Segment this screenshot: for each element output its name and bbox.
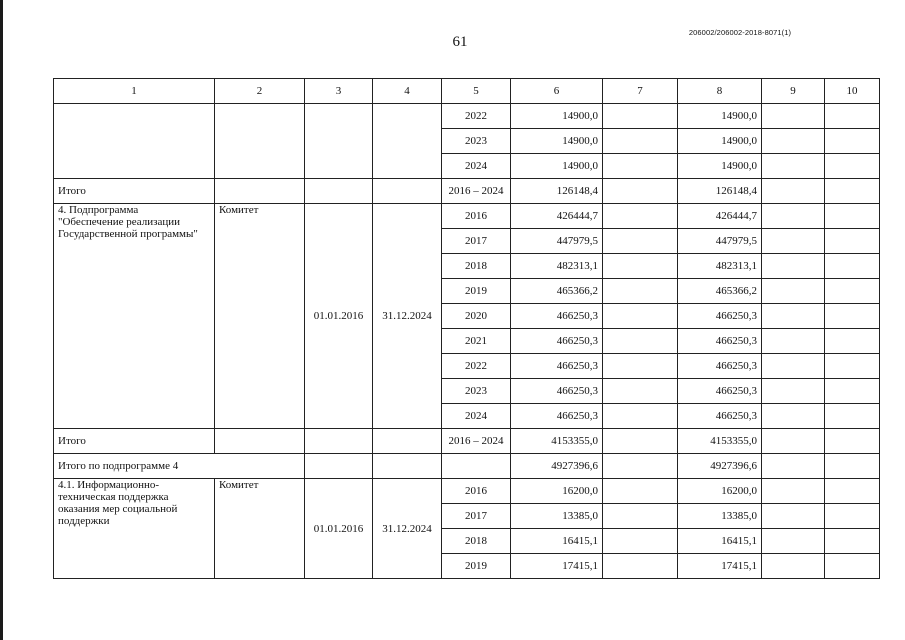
- amount-cell: 4153355,0: [511, 429, 603, 454]
- executor-cell: Комитет: [215, 479, 305, 579]
- empty-cell: [825, 179, 880, 204]
- total-label-cell: Итого: [54, 429, 215, 454]
- empty-cell: [762, 154, 825, 179]
- amount-cell: 14900,0: [511, 154, 603, 179]
- amount-cell: 466250,3: [511, 304, 603, 329]
- amount-cell: 465366,2: [678, 279, 762, 304]
- empty-cell: [762, 229, 825, 254]
- header-cell: 8: [678, 79, 762, 104]
- empty-cell: [825, 104, 880, 129]
- total-row: [54, 429, 880, 454]
- table-row: [54, 104, 880, 129]
- amount-cell: 14900,0: [678, 154, 762, 179]
- header-cell: 6: [511, 79, 603, 104]
- executor-cell: Комитет: [215, 204, 305, 429]
- empty-cell: [762, 304, 825, 329]
- header-cell: 5: [442, 79, 511, 104]
- amount-cell: 14900,0: [678, 129, 762, 154]
- empty-cell: [603, 304, 678, 329]
- empty-cell: [762, 429, 825, 454]
- empty-cell: [825, 379, 880, 404]
- empty-cell: [603, 179, 678, 204]
- period-cell: [442, 454, 511, 479]
- budget-table: [53, 78, 880, 579]
- empty-cell: [762, 404, 825, 429]
- year-cell: 2019: [442, 554, 511, 579]
- amount-cell: 466250,3: [511, 329, 603, 354]
- year-cell: 2017: [442, 229, 511, 254]
- empty-cell: [762, 104, 825, 129]
- empty-cell: [825, 404, 880, 429]
- empty-cell: [305, 429, 373, 454]
- empty-cell: [762, 354, 825, 379]
- year-cell: 2020: [442, 304, 511, 329]
- year-cell: 2016: [442, 479, 511, 504]
- total-row: [54, 179, 880, 204]
- empty-cell: [603, 379, 678, 404]
- total-label-cell: Итого по подпрограмме 4: [54, 454, 305, 479]
- empty-cell: [373, 429, 442, 454]
- amount-cell: 16200,0: [511, 479, 603, 504]
- empty-cell: [603, 479, 678, 504]
- header-cell: 10: [825, 79, 880, 104]
- empty-cell: [825, 154, 880, 179]
- empty-cell: [825, 479, 880, 504]
- empty-cell: [825, 504, 880, 529]
- empty-cell: [825, 354, 880, 379]
- amount-cell: 4927396,6: [678, 454, 762, 479]
- amount-cell: 466250,3: [678, 304, 762, 329]
- amount-cell: 16200,0: [678, 479, 762, 504]
- year-cell: 2016: [442, 204, 511, 229]
- empty-cell: [825, 279, 880, 304]
- empty-cell: [603, 129, 678, 154]
- empty-cell: [603, 104, 678, 129]
- year-cell: 2023: [442, 379, 511, 404]
- year-cell: 2019: [442, 279, 511, 304]
- amount-cell: 447979,5: [678, 229, 762, 254]
- empty-cell: [762, 254, 825, 279]
- amount-cell: 466250,3: [511, 379, 603, 404]
- amount-cell: 466250,3: [511, 354, 603, 379]
- empty-cell: [762, 554, 825, 579]
- empty-cell: [603, 404, 678, 429]
- empty-cell: [825, 529, 880, 554]
- executor-cell: [215, 104, 305, 179]
- amount-cell: 14900,0: [678, 104, 762, 129]
- empty-cell: [603, 229, 678, 254]
- empty-cell: [762, 329, 825, 354]
- page-number: 61: [452, 34, 468, 50]
- empty-cell: [825, 329, 880, 354]
- year-cell: 2017: [442, 504, 511, 529]
- empty-cell: [825, 554, 880, 579]
- empty-cell: [762, 279, 825, 304]
- empty-cell: [825, 204, 880, 229]
- start-date-cell: 01.01.2016: [305, 204, 373, 429]
- amount-cell: 4927396,6: [511, 454, 603, 479]
- amount-cell: 14900,0: [511, 129, 603, 154]
- amount-cell: 126148,4: [678, 179, 762, 204]
- amount-cell: 482313,1: [678, 254, 762, 279]
- empty-cell: [603, 354, 678, 379]
- scan-edge: [0, 0, 3, 640]
- end-date-cell: [373, 104, 442, 179]
- empty-cell: [603, 254, 678, 279]
- empty-cell: [603, 204, 678, 229]
- amount-cell: 14900,0: [511, 104, 603, 129]
- header-cell: 4: [373, 79, 442, 104]
- empty-cell: [762, 204, 825, 229]
- total-label-cell: Итого: [54, 179, 215, 204]
- empty-cell: [762, 529, 825, 554]
- empty-cell: [373, 179, 442, 204]
- year-cell: 2018: [442, 529, 511, 554]
- amount-cell: 16415,1: [678, 529, 762, 554]
- empty-cell: [762, 129, 825, 154]
- empty-cell: [603, 329, 678, 354]
- amount-cell: 482313,1: [511, 254, 603, 279]
- empty-cell: [762, 479, 825, 504]
- empty-cell: [825, 229, 880, 254]
- start-date-cell: 01.01.2016: [305, 479, 373, 579]
- empty-cell: [825, 304, 880, 329]
- amount-cell: 447979,5: [511, 229, 603, 254]
- end-date-cell: 31.12.2024: [373, 479, 442, 579]
- start-date-cell: [305, 104, 373, 179]
- empty-cell: [215, 179, 305, 204]
- header-cell: 7: [603, 79, 678, 104]
- empty-cell: [603, 529, 678, 554]
- empty-cell: [762, 179, 825, 204]
- amount-cell: 426444,7: [678, 204, 762, 229]
- header-cell: 9: [762, 79, 825, 104]
- empty-cell: [762, 504, 825, 529]
- amount-cell: 13385,0: [678, 504, 762, 529]
- empty-cell: [603, 454, 678, 479]
- table-row: [54, 479, 880, 504]
- amount-cell: 17415,1: [511, 554, 603, 579]
- year-cell: 2024: [442, 404, 511, 429]
- year-cell: 2018: [442, 254, 511, 279]
- empty-cell: [603, 154, 678, 179]
- amount-cell: 16415,1: [511, 529, 603, 554]
- empty-cell: [825, 129, 880, 154]
- document-id: 206002/206002-2018-8071(1): [688, 28, 792, 37]
- amount-cell: 466250,3: [511, 404, 603, 429]
- amount-cell: 466250,3: [678, 329, 762, 354]
- empty-cell: [215, 429, 305, 454]
- empty-cell: [603, 504, 678, 529]
- amount-cell: 13385,0: [511, 504, 603, 529]
- amount-cell: 466250,3: [678, 404, 762, 429]
- program-name-cell: [54, 104, 215, 179]
- amount-cell: 465366,2: [511, 279, 603, 304]
- empty-cell: [603, 429, 678, 454]
- table-row: [54, 204, 880, 229]
- total-row: [54, 454, 880, 479]
- amount-cell: 4153355,0: [678, 429, 762, 454]
- empty-cell: [762, 379, 825, 404]
- amount-cell: 466250,3: [678, 379, 762, 404]
- empty-cell: [603, 279, 678, 304]
- table-body: [54, 79, 880, 579]
- empty-cell: [305, 179, 373, 204]
- period-cell: 2016 – 2024: [442, 429, 511, 454]
- header-cell: 2: [215, 79, 305, 104]
- empty-cell: [373, 454, 442, 479]
- header-cell: 3: [305, 79, 373, 104]
- program-name-cell: 4. Подпрограмма "Обеспечение реализации Государственной программы": [54, 204, 215, 429]
- empty-cell: [603, 554, 678, 579]
- empty-cell: [305, 454, 373, 479]
- program-name-cell: 4.1. Информационно- техническая поддержка оказания мер социальной поддержки: [54, 479, 215, 579]
- empty-cell: [762, 454, 825, 479]
- amount-cell: 426444,7: [511, 204, 603, 229]
- year-cell: 2024: [442, 154, 511, 179]
- amount-cell: 126148,4: [511, 179, 603, 204]
- year-cell: 2022: [442, 354, 511, 379]
- year-cell: 2022: [442, 104, 511, 129]
- empty-cell: [825, 254, 880, 279]
- year-cell: 2023: [442, 129, 511, 154]
- amount-cell: 466250,3: [678, 354, 762, 379]
- year-cell: 2021: [442, 329, 511, 354]
- empty-cell: [825, 429, 880, 454]
- end-date-cell: 31.12.2024: [373, 204, 442, 429]
- header-row: [54, 79, 880, 104]
- amount-cell: 17415,1: [678, 554, 762, 579]
- period-cell: 2016 – 2024: [442, 179, 511, 204]
- header-cell: 1: [54, 79, 215, 104]
- empty-cell: [825, 454, 880, 479]
